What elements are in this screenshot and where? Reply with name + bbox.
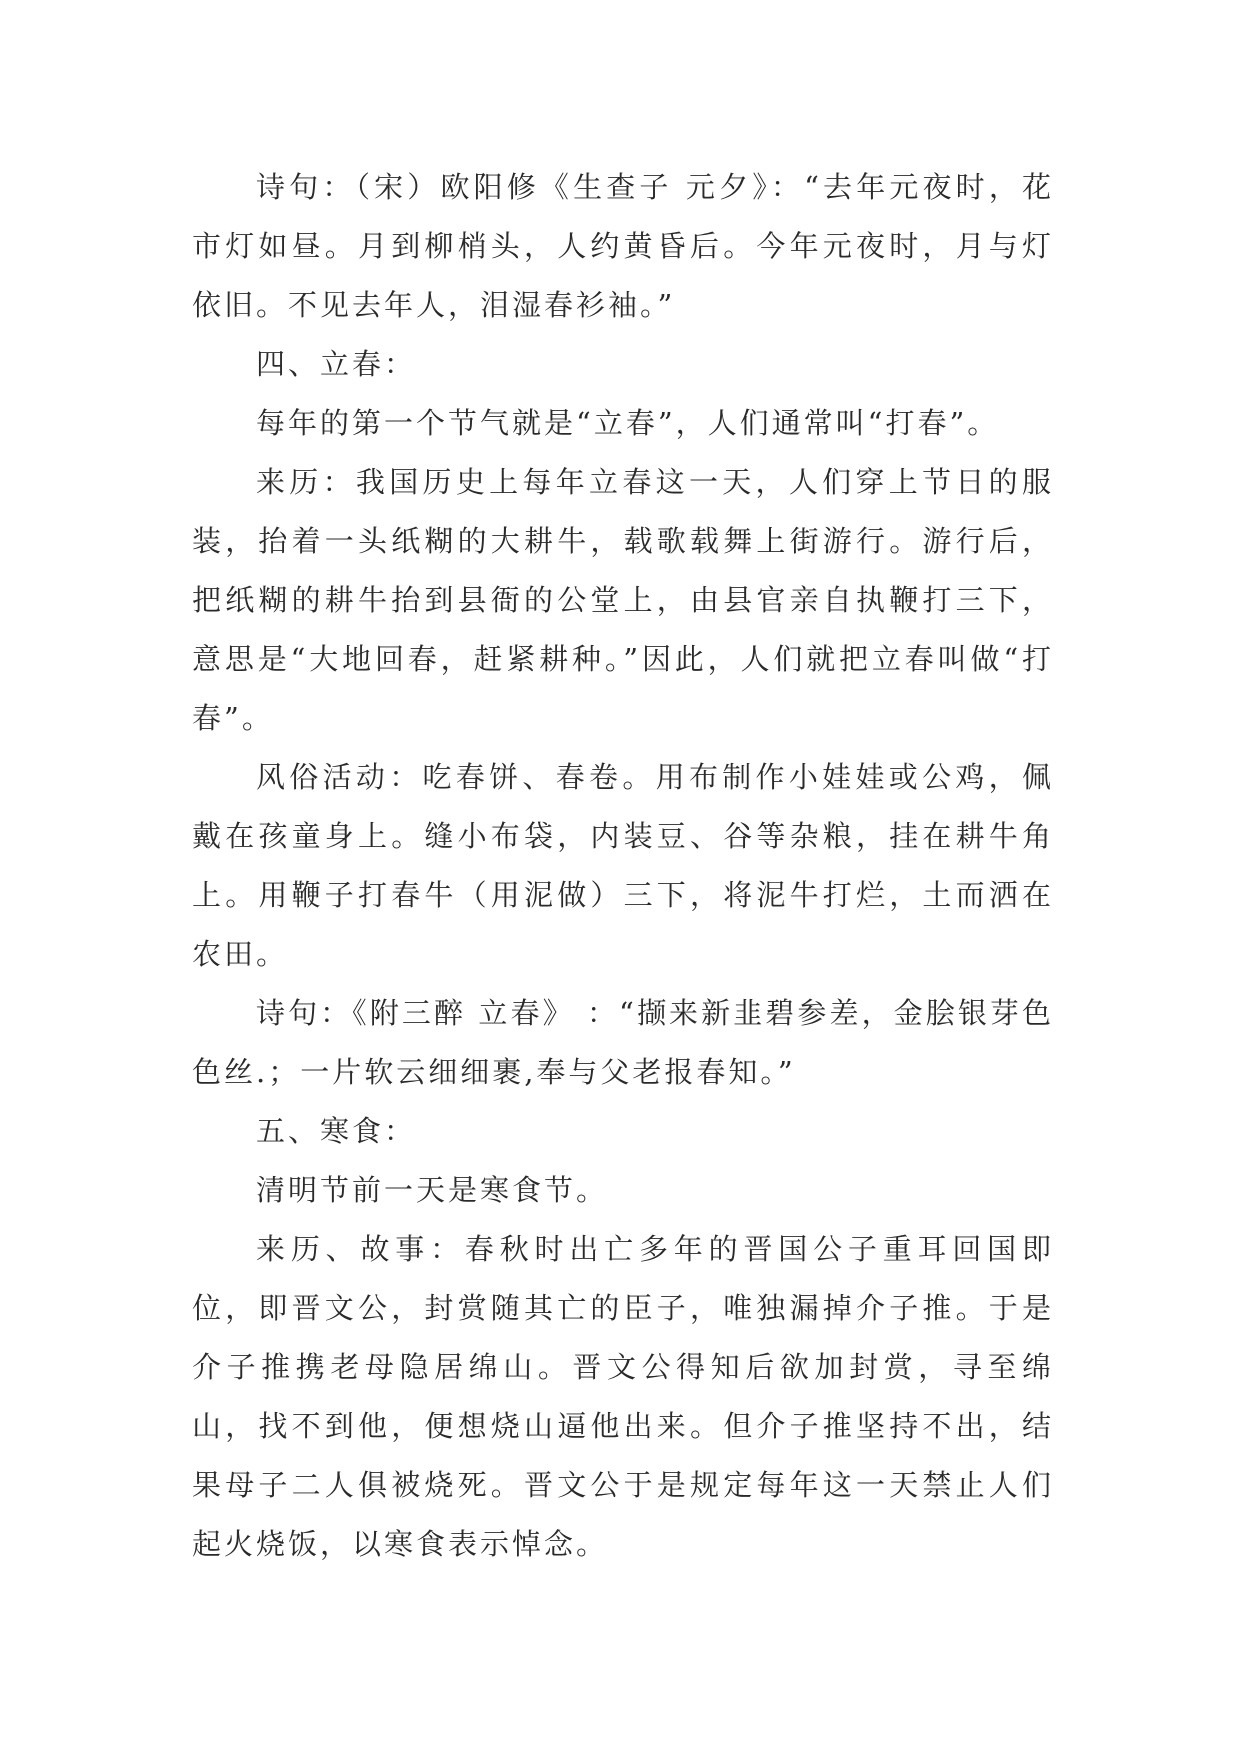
paragraph-lichun-poem: 诗句：《附三醉 立春》 ：“撷来新韭碧参差，金脍银芽色色丝.；一片软云细细裹,奉与父老报春知。” [192, 996, 1054, 1089]
paragraph-hanshi-intro: 清明节前一天是寒食节。 [256, 1173, 609, 1207]
document-body [192, 158, 1054, 1574]
heading-hanshi: 五、寒食： [256, 1114, 417, 1148]
paragraph-lichun-intro: 每年的第一个节气就是“立春”，人们通常叫“打春”。 [256, 406, 1000, 440]
heading-lichun: 四、立春： [256, 347, 417, 381]
paragraph-poem-yuanxi: 诗句：（宋）欧阳修《生查子 元夕》：“去年元夜时，花市灯如昼。月到柳梢头，人约黄昏后。今年元夜时，月与灯依旧。不见去年人，泪湿春衫袖。” [192, 170, 1054, 322]
paragraph-hanshi-story: 来历、故事：春秋时出亡多年的晋国公子重耳回国即位，即晋文公，封赏随其亡的臣子，唯独漏掉介子推。于是介子推携老母隐居绵山。晋文公得知后欲加封赏，寻至绵山，找不到他，便想烧山逼他出来。但介子推坚持不出，结果母子二人俱被烧死。晋文公于是规定每年这一天禁止人们起火烧饭，以寒食表示悼念。 [192, 1232, 1054, 1561]
paragraph-lichun-origin: 来历：我国历史上每年立春这一天，人们穿上节日的服装，抬着一头纸糊的大耕牛，载歌载舞上街游行。游行后，把纸糊的耕牛抬到县衙的公堂上，由县官亲自执鞭打三下，意思是“大地回春，赶紧耕种。”因此，人们就把立春叫做“打春”。 [192, 465, 1054, 735]
paragraph-lichun-customs: 风俗活动：吃春饼、春卷。用布制作小娃娃或公鸡，佩戴在孩童身上。缝小布袋，内装豆、谷等杂粮，挂在耕牛角上。用鞭子打春牛（用泥做）三下，将泥牛打烂，土而洒在农田。 [192, 760, 1054, 971]
